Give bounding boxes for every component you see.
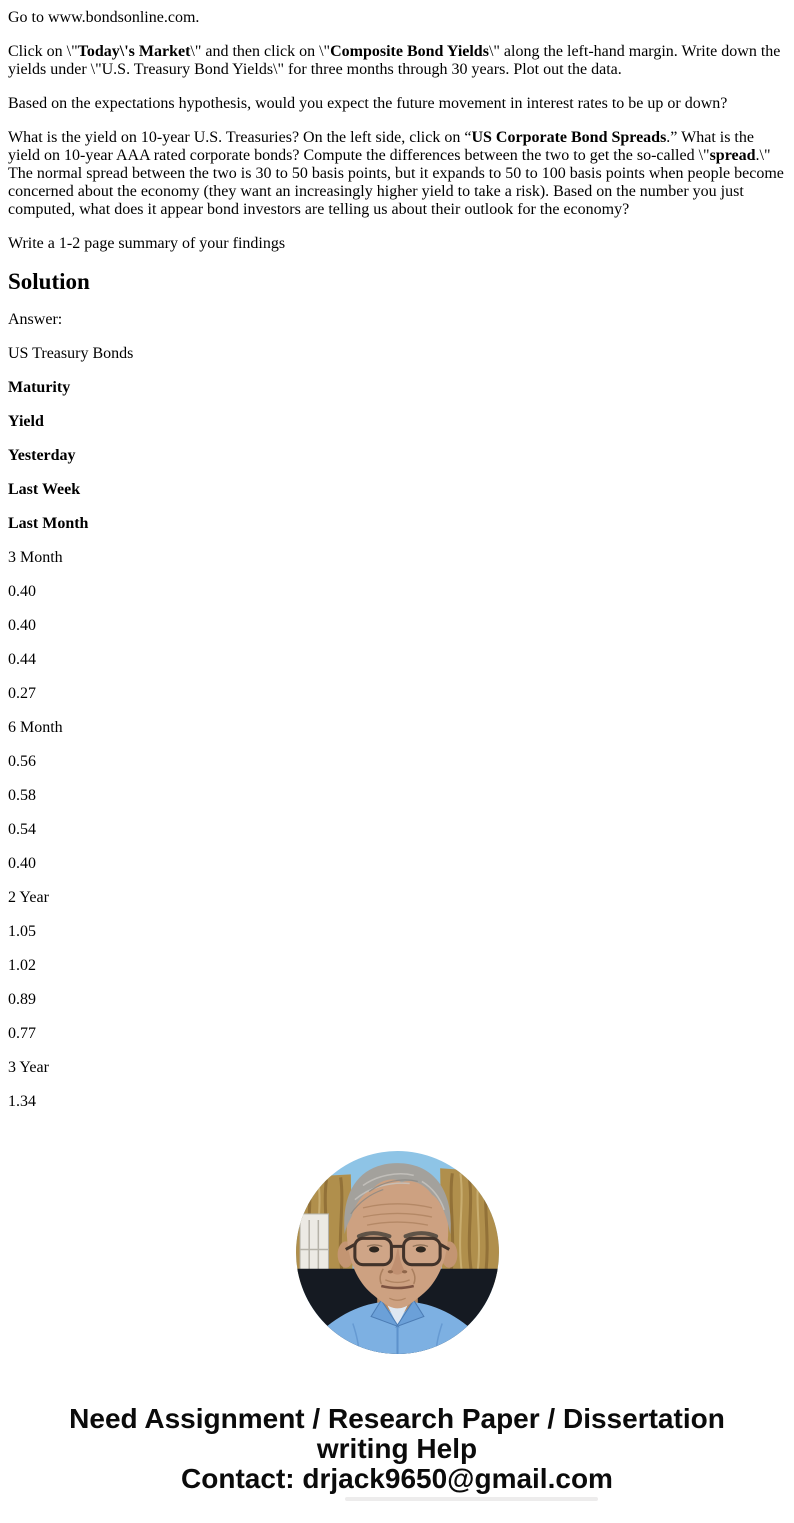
profile-photo-illustration <box>296 1151 499 1354</box>
text-run: 0.89 <box>8 991 36 1008</box>
yield-value <box>8 685 786 703</box>
text-run: 0.54 <box>8 821 36 838</box>
text-run: 0.44 <box>8 651 36 668</box>
text-run: \" along the left-hand margin. Write down the yields under \"U.S. Treasury Bond Yields\" for three months through 30 years. Plot out the data. <box>8 43 781 78</box>
text-run: What is the yield on 10-year U.S. Treasuries? On the left side, click on “ <box>8 129 472 146</box>
text-run: 0.58 <box>8 787 36 804</box>
answer-label <box>8 311 786 329</box>
document-content <box>8 9 786 1111</box>
solution-heading: Solution <box>8 269 90 294</box>
bold-text-run: Today\'s Market <box>77 43 191 60</box>
yield-value <box>8 957 786 975</box>
intro-paragraph <box>8 235 786 253</box>
text-run: 3 Year <box>8 1059 49 1076</box>
text-run: 0.40 <box>8 855 36 872</box>
maturity-label <box>8 1059 786 1077</box>
footer-banner <box>8 1404 786 1494</box>
text-run: Go to www.bondsonline.com. <box>8 9 200 26</box>
text-run: Write a 1-2 page summary of your findings <box>8 235 286 252</box>
text-run: 0.40 <box>8 583 36 600</box>
bold-text-run: spread <box>709 147 756 164</box>
bold-text-run: Last Week <box>8 481 81 498</box>
footer-line: writing Help <box>316 1433 478 1464</box>
footer-underline-artifact <box>345 1497 598 1501</box>
maturity-label <box>8 719 786 737</box>
yield-value <box>8 1093 786 1111</box>
text-run: 3 Month <box>8 549 63 566</box>
text-run: 2 Year <box>8 889 49 906</box>
text-run: 6 Month <box>8 719 63 736</box>
yield-value <box>8 583 786 601</box>
intro-paragraph <box>8 9 786 27</box>
profile-photo <box>296 1151 499 1354</box>
text-run: 1.05 <box>8 923 36 940</box>
bold-text-run: Yield <box>8 413 44 430</box>
text-run: \" and then click on \" <box>190 43 331 60</box>
yield-value <box>8 855 786 873</box>
maturity-label <box>8 889 786 907</box>
footer-line: Contact: drjack9650@gmail.com <box>181 1463 613 1494</box>
column-header <box>8 481 786 499</box>
text-run: 0.27 <box>8 685 36 702</box>
column-header <box>8 447 786 465</box>
yield-value <box>8 787 786 805</box>
maturity-label <box>8 549 786 567</box>
column-header <box>8 515 786 533</box>
text-run: Based on the expectations hypothesis, would you expect the future movement in interest rates to be up or down? <box>8 95 728 112</box>
intro-paragraph <box>8 43 786 79</box>
yield-value <box>8 821 786 839</box>
text-run: .\" The normal spread between the two is 30 to 50 basis points, but it expands to 50 to 100 basis points when people become concerned about the economy (they want an increasingly higher yield to take a risk). Based on the number you just computed, what does it appear bond investors are telling us about their outlook for the economy? <box>8 147 784 218</box>
column-header <box>8 413 786 431</box>
yield-value <box>8 1025 786 1043</box>
text-run: Click on \" <box>8 43 78 60</box>
bold-text-run: Last Month <box>8 515 89 532</box>
bold-text-run: US Corporate Bond Spreads <box>471 129 667 146</box>
yield-value <box>8 923 786 941</box>
text-run: 0.56 <box>8 753 36 770</box>
footer-line: Need Assignment / Research Paper / Dissertation <box>69 1403 725 1434</box>
text-run: US Treasury Bonds <box>8 345 134 362</box>
table-title <box>8 345 786 363</box>
solution-block <box>8 311 786 1111</box>
text-run: 1.02 <box>8 957 36 974</box>
column-header <box>8 379 786 397</box>
text-run: 0.77 <box>8 1025 36 1042</box>
yield-value <box>8 651 786 669</box>
text-run: 1.34 <box>8 1093 36 1110</box>
bold-text-run: Composite Bond Yields <box>330 43 489 60</box>
text-run: .” What is the yield on 10-year AAA rated corporate bonds? Compute the differences between the two to get the so-called \" <box>8 129 754 164</box>
bold-text-run: Maturity <box>8 379 71 396</box>
yield-value <box>8 617 786 635</box>
text-run: 0.40 <box>8 617 36 634</box>
bold-text-run: Yesterday <box>8 447 76 464</box>
yield-value <box>8 991 786 1009</box>
intro-paragraph <box>8 95 786 113</box>
intro-block <box>8 9 786 253</box>
yield-value <box>8 753 786 771</box>
intro-paragraph <box>8 129 786 219</box>
text-run: Answer: <box>8 311 63 328</box>
